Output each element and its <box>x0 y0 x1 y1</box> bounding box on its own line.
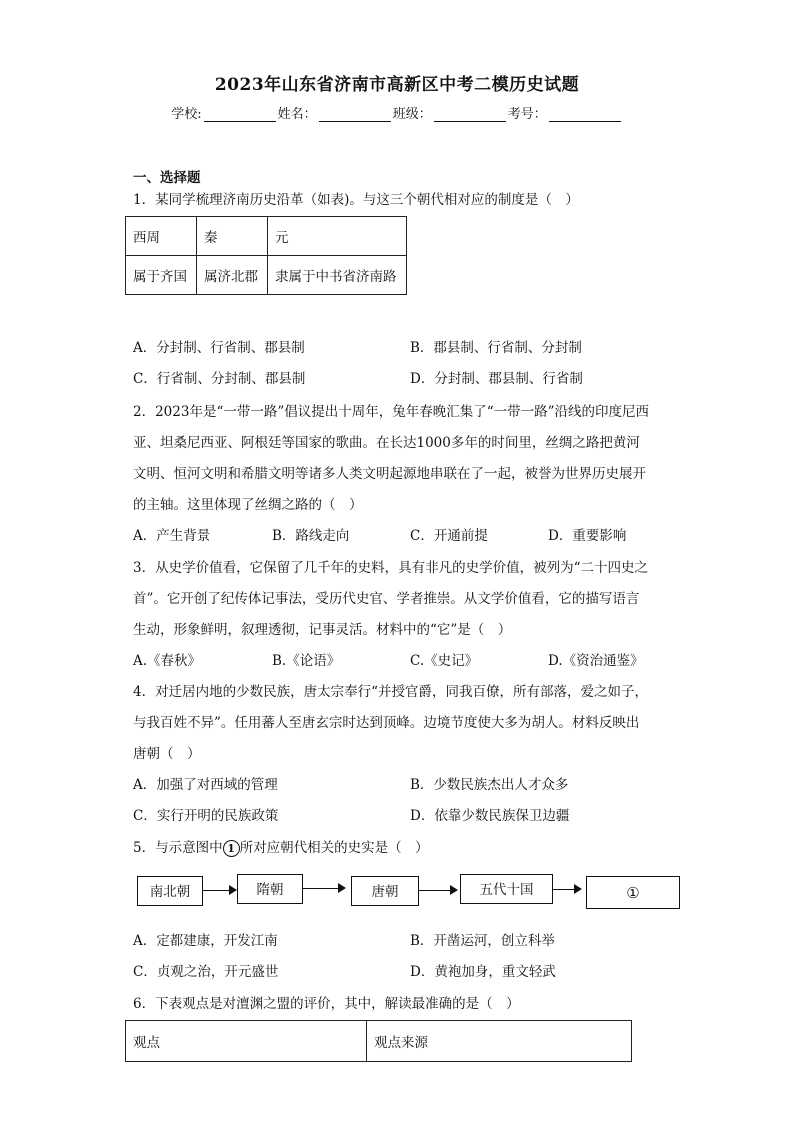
q3-stem-line: 生动，形象鲜明，叙理透彻，记事灵活。材料中的“它”是（ ） <box>133 622 512 638</box>
q2-option-b[interactable]: B．路线走向 <box>272 528 350 544</box>
section-heading: 一、选择题 <box>133 170 201 186</box>
q4-option-a[interactable]: A．加强了对西域的管理 <box>133 777 278 793</box>
q1-option-d[interactable]: D．分封制、郡县制、行省制 <box>410 371 583 387</box>
q5-stem-before: 5．与示意图中 <box>133 840 223 856</box>
q2-stem-line: 亚、坦桑尼西亚、阿根廷等国家的歌曲。在长达1000多年的时间里，丝绸之路把黄河 <box>133 435 640 451</box>
q3-option-d[interactable]: D.《资治通鉴》 <box>548 653 644 669</box>
q2-stem-line: 2．2023年是“一带一路”倡议提出十周年，兔年春晚汇集了“一带一路”沿线的印度尼西 <box>133 404 650 420</box>
q5-option-c[interactable]: C．贞观之治，开元盛世 <box>133 964 279 980</box>
q5-stem <box>133 838 429 858</box>
student-info-line <box>0 103 794 122</box>
q5-option-b[interactable]: B．开凿运河，创立科举 <box>410 933 555 949</box>
table-cell: 西周 <box>126 217 197 256</box>
table-cell: 元 <box>268 217 407 256</box>
flow-box-nanbeichao: 南北朝 <box>137 876 203 906</box>
id-label: 考号： <box>507 107 547 122</box>
q4-stem-line: 唐朝（ ） <box>133 746 201 762</box>
q1-table <box>125 216 407 295</box>
q6-table <box>125 1020 632 1062</box>
table-cell: 隶属于中书省济南路 <box>268 256 407 295</box>
q4-option-d[interactable]: D．依靠少数民族保卫边疆 <box>410 808 570 824</box>
q2-option-c[interactable]: C．开通前提 <box>410 528 488 544</box>
id-blank[interactable] <box>549 107 621 122</box>
q2-stem-line: 的主轴。这里体现了丝绸之路的（ ） <box>133 497 363 513</box>
q1-option-c[interactable]: C．行省制、分封制、郡县制 <box>133 371 306 387</box>
q2-stem-line: 文明、恒河文明和希腊文明等诸多人类文明起源地串联在了一起，被誉为世界历史展开 <box>133 466 646 482</box>
page-title: 2023年山东省济南市高新区中考二模历史试题 <box>214 75 580 95</box>
arrow-right-icon <box>574 884 582 894</box>
q1-stem: 1．某同学梳理济南历史沿革（如表)。与这三个朝代相对应的制度是（ ） <box>133 192 579 208</box>
name-blank[interactable] <box>319 107 391 122</box>
q5-option-d[interactable]: D．黄袍加身，重文轻武 <box>410 964 556 980</box>
table-cell: 属济北郡 <box>197 256 268 295</box>
q4-option-b[interactable]: B．少数民族杰出人才众多 <box>410 777 569 793</box>
q3-option-b[interactable]: B.《论语》 <box>272 653 341 669</box>
class-blank[interactable] <box>434 107 506 122</box>
class-label: 班级： <box>392 107 432 122</box>
q3-option-c[interactable]: C.《史记》 <box>410 653 479 669</box>
q4-stem-line: 与我百姓不异”。任用蕃人至唐玄宗时达到顶峰。边境节度使大多为胡人。材料反映出 <box>133 715 640 731</box>
q4-stem-line: 4．对迁居内地的少数民族，唐太宗奉行“并授官爵，同我百僚，所有部落，爱之如子， <box>133 684 648 700</box>
flow-box-tang: 唐朝 <box>351 876 419 906</box>
arrow-right-icon <box>229 885 237 895</box>
flow-box-sui: 隋朝 <box>237 874 303 904</box>
arrow-right-icon <box>450 885 458 895</box>
table-header-cell: 观点来源 <box>367 1021 632 1062</box>
flow-box-unknown: ① <box>586 876 680 909</box>
q3-option-a[interactable]: A.《春秋》 <box>133 653 202 669</box>
flow-arrow <box>419 890 451 891</box>
table-cell: 秦 <box>197 217 268 256</box>
q3-stem-line: 3．从史学价值看，它保留了几千年的史料，具有非凡的史学价值，被列为“二十四史之 <box>133 560 648 576</box>
table-header-cell: 观点 <box>126 1021 367 1062</box>
q1-option-b[interactable]: B．郡县制、行省制、分封制 <box>410 340 582 356</box>
arrow-right-icon <box>338 883 346 893</box>
table-cell: 属于齐国 <box>126 256 197 295</box>
flow-box-wudai: 五代十国 <box>460 874 553 904</box>
q2-option-d[interactable]: D．重要影响 <box>548 528 627 544</box>
flow-arrow <box>303 888 339 889</box>
q3-stem-line: 首”。它开创了纪传体记事法，受历代史官、学者推崇。从文学价值看，它的描写语言 <box>133 591 640 607</box>
circled-one-marker: 1 <box>223 840 240 857</box>
school-label: 学校: <box>171 107 202 122</box>
school-blank[interactable] <box>204 107 276 122</box>
q5-stem-after: 所对应朝代相关的史实是（ ） <box>239 840 429 856</box>
table-row <box>126 1021 632 1062</box>
q2-option-a[interactable]: A．产生背景 <box>133 528 211 544</box>
name-label: 姓名： <box>277 107 317 122</box>
q1-option-a[interactable]: A．分封制、行省制、郡县制 <box>133 340 305 356</box>
table-row <box>126 217 407 256</box>
flow-arrow <box>203 890 230 891</box>
table-row <box>126 256 407 295</box>
q6-stem: 6．下表观点是对澶渊之盟的评价，其中，解读最准确的是（ ） <box>133 996 520 1012</box>
q5-option-a[interactable]: A．定都建康，开发江南 <box>133 933 278 949</box>
flow-arrow <box>553 889 576 890</box>
q4-option-c[interactable]: C．实行开明的民族政策 <box>133 808 279 824</box>
